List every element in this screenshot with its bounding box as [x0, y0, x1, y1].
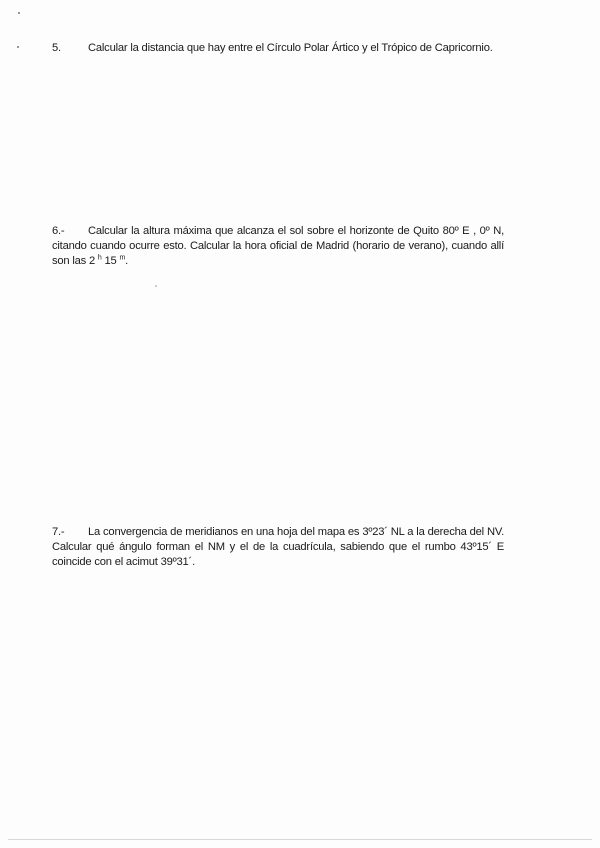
question-text: Calcular la altura máxima que alcanza el sol sobre el horizonte de Quito 80º E , 0º N, citando cuando ocurre esto. Calcular la hora oficial de Madrid (horario de verano), cuando allí son las 2 [52, 225, 504, 267]
question-6 [52, 224, 504, 269]
question-number: 5. [52, 42, 61, 54]
question-7 [52, 525, 504, 570]
question-number: 7.- [52, 526, 65, 538]
question-text-minutes: 15 [104, 255, 117, 267]
scan-speck [17, 46, 19, 48]
scan-speck [155, 285, 157, 287]
superscript-minutes: m [119, 254, 126, 262]
question-text: La convergencia de meridianos en una hoja del mapa es 3º23´ NL a la derecha del NV. Calcular qué ángulo forman el NM y el de la cuadrícula, sabiendo que el rumbo 43º15´ E coincide con el acimut 39º31´. [52, 526, 504, 568]
question-5 [52, 41, 504, 56]
question-text: Calcular la distancia que hay entre el Círculo Polar Ártico y el Trópico de Capricornio. [88, 42, 493, 54]
scan-speck [18, 12, 20, 14]
question-number: 6.- [52, 225, 65, 237]
page-bottom-edge [8, 839, 592, 840]
question-text-end: . [125, 255, 129, 267]
superscript-hours: h [97, 254, 102, 262]
